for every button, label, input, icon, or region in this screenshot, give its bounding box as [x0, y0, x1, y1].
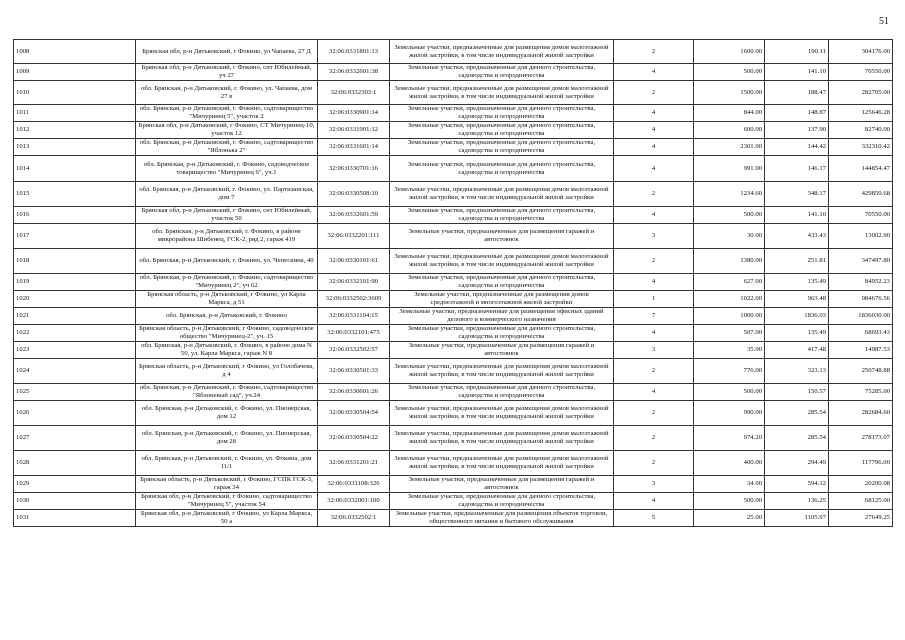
row-number-cell: 1015 [14, 182, 136, 207]
cadastral-value-cell: 70550.00 [829, 207, 893, 224]
row-number-cell: 1020 [14, 291, 136, 308]
cadastral-value-cell: 429850.68 [829, 182, 893, 207]
land-use-cell: Земельные участки, предназначенные для размещения объектов торговли, общественного питания и бытового обслуживания [390, 510, 614, 527]
land-use-cell: Земельные участки, предназначенные для размещения домов малоэтажной жилой застройки, в том числе индивидуальной жилой застройки [390, 359, 614, 384]
table-row [14, 308, 893, 325]
group-number-cell: 1 [614, 291, 694, 308]
land-use-cell: Земельные участки, предназначенные для размещения домов среднеэтажной и многоэтажной жилой застройки [390, 291, 614, 308]
specific-value-cell: 594.12 [765, 476, 829, 493]
specific-value-cell: 433.43 [765, 224, 829, 249]
table-row [14, 81, 893, 105]
row-number-cell: 1027 [14, 426, 136, 451]
land-use-cell: Земельные участки, предназначенные для размещения домов малоэтажной жилой застройки, в том числе индивидуальной жилой застройки [390, 81, 614, 105]
area-cell: 500.00 [694, 384, 765, 401]
area-cell: 500.00 [694, 493, 765, 510]
cadastral-value-cell: 82740.00 [829, 122, 893, 139]
group-number-cell: 2 [614, 359, 694, 384]
row-number-cell: 1010 [14, 81, 136, 105]
specific-value-cell: 150.57 [765, 384, 829, 401]
cadastral-value-cell: 14987.53 [829, 342, 893, 359]
cadastral-number-cell: 32:06:0332101:90 [318, 274, 390, 291]
address-cell: Брянская обл, р-н Дятьковский, г Фокино, СТ Мичуринец-10, участок 12 [136, 122, 318, 139]
address-cell: обл. Брянская, р-н Дятьковский, г. Фокино, ул. Пионерская, дом 12 [136, 401, 318, 426]
table-row [14, 384, 893, 401]
row-number-cell: 1025 [14, 384, 136, 401]
address-cell: обл. Брянская, р-н Дятьковский, г. Фокино, в районе дома N 50, ул. Карла Маркса, гараж N 8 [136, 342, 318, 359]
area-cell: 1000.00 [694, 308, 765, 325]
land-use-cell: Земельные участки, предназначенные для дачного строительства, садоводства и огородничества [390, 493, 614, 510]
cadastral-value-cell: 1836030.00 [829, 308, 893, 325]
cadastral-value-table [13, 39, 893, 527]
land-use-cell: Земельные участки, предназначенные для дачного строительства, садоводства и огородничества [390, 207, 614, 224]
group-number-cell: 4 [614, 384, 694, 401]
cadastral-number-cell: 32:06:0332303:1 [318, 81, 390, 105]
cadastral-value-cell: 117796.00 [829, 451, 893, 476]
page-number: 51 [879, 16, 889, 27]
specific-value-cell: 136.25 [765, 493, 829, 510]
group-number-cell: 3 [614, 224, 694, 249]
cadastral-value-cell: 70550.00 [829, 64, 893, 81]
table-body [14, 40, 893, 527]
cadastral-number-cell: 32:06:0330504:22 [318, 426, 390, 451]
address-cell: обл. Брянская, р-н Дятьковский, г. Фокино [136, 308, 318, 325]
specific-value-cell: 285.54 [765, 401, 829, 426]
area-cell: 35.90 [694, 342, 765, 359]
group-number-cell: 7 [614, 308, 694, 325]
cadastral-number-cell: 32:06:0331901:12 [318, 122, 390, 139]
area-cell: 627.00 [694, 274, 765, 291]
table-row [14, 40, 893, 64]
specific-value-cell: 294.49 [765, 451, 829, 476]
area-cell: 1380.00 [694, 249, 765, 274]
group-number-cell: 2 [614, 81, 694, 105]
specific-value-cell: 251.81 [765, 249, 829, 274]
cadastral-value-cell: 282684.60 [829, 401, 893, 426]
row-number-cell: 1024 [14, 359, 136, 384]
group-number-cell: 4 [614, 493, 694, 510]
area-cell: 1600.00 [694, 40, 765, 64]
area-cell: 1500.00 [694, 81, 765, 105]
cadastral-number-cell: 32:06:0332101:475 [318, 325, 390, 342]
specific-value-cell: 135.49 [765, 325, 829, 342]
cadastral-number-cell: 32:06:0332502:57 [318, 342, 390, 359]
area-cell: 2301.00 [694, 139, 765, 156]
land-use-cell: Земельные участки, предназначенные для дачного строительства, садоводства и огородничества [390, 105, 614, 122]
specific-value-cell: 1105.97 [765, 510, 829, 527]
land-use-cell: Земельные участки, предназначенные для дачного строительства, садоводства и огородничества [390, 122, 614, 139]
land-use-cell: Земельные участки, предназначенные для размещения гаражей и автостоянок [390, 476, 614, 493]
group-number-cell: 2 [614, 40, 694, 64]
cadastral-number-cell: 32:06:0330101:61 [318, 249, 390, 274]
group-number-cell: 4 [614, 64, 694, 81]
table-row [14, 224, 893, 249]
address-cell: Брянская область, р-н Дятьковский, г Фокино, ул Карла Маркса, д 51 [136, 291, 318, 308]
cadastral-value-cell: 27649.25 [829, 510, 893, 527]
row-number-cell: 1016 [14, 207, 136, 224]
table-row [14, 493, 893, 510]
table-row [14, 249, 893, 274]
table-row [14, 476, 893, 493]
area-cell: 1022.00 [694, 291, 765, 308]
group-number-cell: 3 [614, 342, 694, 359]
specific-value-cell: 137.90 [765, 122, 829, 139]
cadastral-value-cell: 347497.80 [829, 249, 893, 274]
cadastral-value-cell: 250748.88 [829, 359, 893, 384]
address-cell: обл. Брянская, р-н Дятьковский, г. Фокино, ул. Чепескина, 40 [136, 249, 318, 274]
row-number-cell: 1012 [14, 122, 136, 139]
cadastral-number-cell: 32:06:0332201:111 [318, 224, 390, 249]
area-cell: 30.00 [694, 224, 765, 249]
land-use-cell: Земельные участки, предназначенные для дачного строительства, садоводства и огородничества [390, 325, 614, 342]
row-number-cell: 1029 [14, 476, 136, 493]
cadastral-value-cell: 282705.00 [829, 81, 893, 105]
row-number-cell: 1008 [14, 40, 136, 64]
group-number-cell: 2 [614, 249, 694, 274]
specific-value-cell: 148.87 [765, 105, 829, 122]
land-use-cell: Земельные участки, предназначенные для дачного строительства, садоводства и огородничества [390, 139, 614, 156]
address-cell: Брянская обл, р-н Дятьковский, г Фокино, ул Чапаева, 27 Д [136, 40, 318, 64]
specific-value-cell: 144.42 [765, 139, 829, 156]
table-row [14, 342, 893, 359]
cadastral-number-cell: 32:06:0330508:10 [318, 182, 390, 207]
land-use-cell: Земельные участки, предназначенные для размещения домов малоэтажной жилой застройки, в том числе индивидуальной жилой застройки [390, 426, 614, 451]
group-number-cell: 4 [614, 325, 694, 342]
area-cell: 1234.60 [694, 182, 765, 207]
cadastral-number-cell: 32:06:0332601:59 [318, 207, 390, 224]
table-row [14, 207, 893, 224]
table-row [14, 139, 893, 156]
group-number-cell: 2 [614, 401, 694, 426]
row-number-cell: 1017 [14, 224, 136, 249]
cadastral-number-cell: 32:06:0330601:26 [318, 384, 390, 401]
cadastral-number-cell: 32:06:0332001:100 [318, 493, 390, 510]
land-use-cell: Земельные участки, предназначенные для размещения домов малоэтажной жилой застройки, в том числе индивидуальной жилой застройки [390, 451, 614, 476]
address-cell: обл. Брянская, р-н Дятьковский, г. Фокино, садтоварищество "Яблоневый сад", уч.24 [136, 384, 318, 401]
area-cell: 507.00 [694, 325, 765, 342]
group-number-cell: 5 [614, 510, 694, 527]
cadastral-number-cell: 32:06:0330501:33 [318, 359, 390, 384]
group-number-cell: 4 [614, 139, 694, 156]
row-number-cell: 1011 [14, 105, 136, 122]
land-use-cell: Земельные участки, предназначенные для размещения домов малоэтажной жилой застройки, в том числе индивидуальной жилой застройки [390, 182, 614, 207]
table-row [14, 451, 893, 476]
land-use-cell: Земельные участки, предназначенные для размещения домов малоэтажной жилой застройки, в том числе индивидуальной жилой застройки [390, 40, 614, 64]
area-cell: 34.00 [694, 476, 765, 493]
table-row [14, 325, 893, 342]
specific-value-cell: 188.47 [765, 81, 829, 105]
land-use-cell: Земельные участки, предназначенные для дачного строительства, садоводства и огородничества [390, 64, 614, 81]
address-cell: Брянская обл, р-н Дятьковский, г Фокино, садтоварищество "Мичуринец 5", участок 54 [136, 493, 318, 510]
table-row [14, 274, 893, 291]
specific-value-cell: 146.17 [765, 156, 829, 182]
area-cell: 776.00 [694, 359, 765, 384]
address-cell: обл. Брянская, р-н Дятьковский, г. Фокино, садтоварищество "Мичуринец 2", уч 62 [136, 274, 318, 291]
land-use-cell: Земельные участки, предназначенные для размещения офисных зданий делового и коммерческого назначения [390, 308, 614, 325]
land-use-cell: Земельные участки, предназначенные для дачного строительства, садоводства и огородничества [390, 274, 614, 291]
group-number-cell: 4 [614, 156, 694, 182]
specific-value-cell: 323.13 [765, 359, 829, 384]
address-cell: Брянская обл, р-н Дятьковский, г Фокино, снт Юбилейный, уч 27 [136, 64, 318, 81]
row-number-cell: 1028 [14, 451, 136, 476]
address-cell: Брянская область, р-н Дятьковский, г Фокино, садоводческое общество "Мичуринец-2", уч. 15 [136, 325, 318, 342]
specific-value-cell: 190.11 [765, 40, 829, 64]
cadastral-value-cell: 984676.56 [829, 291, 893, 308]
row-number-cell: 1014 [14, 156, 136, 182]
address-cell: Брянская обл, р-н Дятьковский, г Фокино, ул Карла Маркса, 50 а [136, 510, 318, 527]
area-cell: 400.00 [694, 451, 765, 476]
cadastral-number-cell: 32:06:0330701:16 [318, 156, 390, 182]
table-row [14, 291, 893, 308]
land-use-cell: Земельные участки, предназначенные для размещения домов малоэтажной жилой застройки, в том числе индивидуальной жилой застройки [390, 401, 614, 426]
table-row [14, 156, 893, 182]
address-cell: обл. Брянская, р-н Дятьковский, г. Фокино, ул. Фокина, дом 11/1 [136, 451, 318, 476]
land-use-cell: Земельные участки, предназначенные для дачного строительства, садоводства и огородничества [390, 156, 614, 182]
specific-value-cell: 417.48 [765, 342, 829, 359]
group-number-cell: 2 [614, 451, 694, 476]
group-number-cell: 4 [614, 105, 694, 122]
cadastral-number-cell: 32:06:0331104:15 [318, 308, 390, 325]
area-cell: 974.20 [694, 426, 765, 451]
table-row [14, 359, 893, 384]
row-number-cell: 1022 [14, 325, 136, 342]
land-use-cell: Земельные участки, предназначенные для размещения домов малоэтажной жилой застройки, в том числе индивидуальной жилой застройки [390, 249, 614, 274]
address-cell: обл. Брянская, р-н Дятьковский, г. Фокино, в районе микрорайона Шибенец, ГСК-2, ряд 2, гараж 419 [136, 224, 318, 249]
area-cell: 991.00 [694, 156, 765, 182]
land-use-cell: Земельные участки, предназначенные для дачного строительства, садоводства и огородничества [390, 384, 614, 401]
land-use-cell: Земельные участки, предназначенные для размещения гаражей и автостоянок [390, 224, 614, 249]
specific-value-cell: 963.48 [765, 291, 829, 308]
cadastral-value-cell: 144854.47 [829, 156, 893, 182]
row-number-cell: 1018 [14, 249, 136, 274]
group-number-cell: 3 [614, 476, 694, 493]
cadastral-value-cell: 20200.08 [829, 476, 893, 493]
cadastral-value-cell: 68125.00 [829, 493, 893, 510]
cadastral-value-cell: 84952.23 [829, 274, 893, 291]
area-cell: 844.00 [694, 105, 765, 122]
table-row [14, 510, 893, 527]
specific-value-cell: 141.10 [765, 207, 829, 224]
cadastral-number-cell: 32:06:0332502:3609 [318, 291, 390, 308]
table-row [14, 426, 893, 451]
cadastral-number-cell: 32:06:0331801:13 [318, 40, 390, 64]
row-number-cell: 1021 [14, 308, 136, 325]
address-cell: обл. Брянская, р-н Дятьковский, г. Фокино, ул. Партизанская, дом 7 [136, 182, 318, 207]
cadastral-number-cell: 32:06:0331108:326 [318, 476, 390, 493]
group-number-cell: 2 [614, 182, 694, 207]
cadastral-value-cell: 125646.28 [829, 105, 893, 122]
specific-value-cell: 285.54 [765, 426, 829, 451]
area-cell: 990.00 [694, 401, 765, 426]
address-cell: Брянская обл, р-н Дятьковский, г Фокино, снт Юбилейный, участок 50 [136, 207, 318, 224]
address-cell: обл. Брянская, р-н Дятьковский, г. Фокино, ул. Чапаева, дом 27 в [136, 81, 318, 105]
land-use-cell: Земельные участки, предназначенные для размещения гаражей и автостоянок [390, 342, 614, 359]
specific-value-cell: 141.10 [765, 64, 829, 81]
cadastral-value-cell: 68693.43 [829, 325, 893, 342]
area-cell: 500.00 [694, 207, 765, 224]
cadastral-number-cell: 32:06:0330901:14 [318, 105, 390, 122]
specific-value-cell: 1836.03 [765, 308, 829, 325]
row-number-cell: 1031 [14, 510, 136, 527]
cadastral-value-cell: 278173.07 [829, 426, 893, 451]
cadastral-value-cell: 13002.90 [829, 224, 893, 249]
row-number-cell: 1019 [14, 274, 136, 291]
row-number-cell: 1009 [14, 64, 136, 81]
table-row [14, 122, 893, 139]
row-number-cell: 1023 [14, 342, 136, 359]
table-row [14, 64, 893, 81]
cadastral-value-cell: 75285.00 [829, 384, 893, 401]
row-number-cell: 1013 [14, 139, 136, 156]
address-cell: Брянская область, р-н Дятьковский, г Фокино, ул Голобачева, д 4 [136, 359, 318, 384]
row-number-cell: 1026 [14, 401, 136, 426]
group-number-cell: 4 [614, 122, 694, 139]
address-cell: Брянская область, р-н Дятьковский, г Фокино, ГСПК ГСК-3, гараж 34 [136, 476, 318, 493]
cadastral-number-cell: 32:06:0330504:54 [318, 401, 390, 426]
address-cell: обл. Брянская, р-н Дятьковский, г. Фокино, садоводческое товарищество "Мичуринец 6", уч.1 [136, 156, 318, 182]
cadastral-value-cell: 332310.42 [829, 139, 893, 156]
table-row [14, 182, 893, 207]
cadastral-number-cell: 32:06:0331201:21 [318, 451, 390, 476]
address-cell: обл. Брянская, р-н Дятьковский, г. Фокино, садтоварищество "Яблонька 2" [136, 139, 318, 156]
area-cell: 25.00 [694, 510, 765, 527]
area-cell: 600.00 [694, 122, 765, 139]
specific-value-cell: 135.49 [765, 274, 829, 291]
table-row [14, 105, 893, 122]
row-number-cell: 1030 [14, 493, 136, 510]
table-row [14, 401, 893, 426]
specific-value-cell: 348.17 [765, 182, 829, 207]
cadastral-value-cell: 304176.00 [829, 40, 893, 64]
group-number-cell: 4 [614, 274, 694, 291]
group-number-cell: 2 [614, 426, 694, 451]
cadastral-number-cell: 32:06:0332601:38 [318, 64, 390, 81]
address-cell: обл. Брянская, р-н Дятьковский, г. Фокино, садтоварищество "Мичуринец 5", участок 2 [136, 105, 318, 122]
cadastral-number-cell: 32:06:0331601:14 [318, 139, 390, 156]
address-cell: обл. Брянская, р-н Дятьковский, г. Фокино, ул. Пионерская, дом 28 [136, 426, 318, 451]
area-cell: 500.00 [694, 64, 765, 81]
group-number-cell: 4 [614, 207, 694, 224]
cadastral-number-cell: 32:06:0332502:1 [318, 510, 390, 527]
